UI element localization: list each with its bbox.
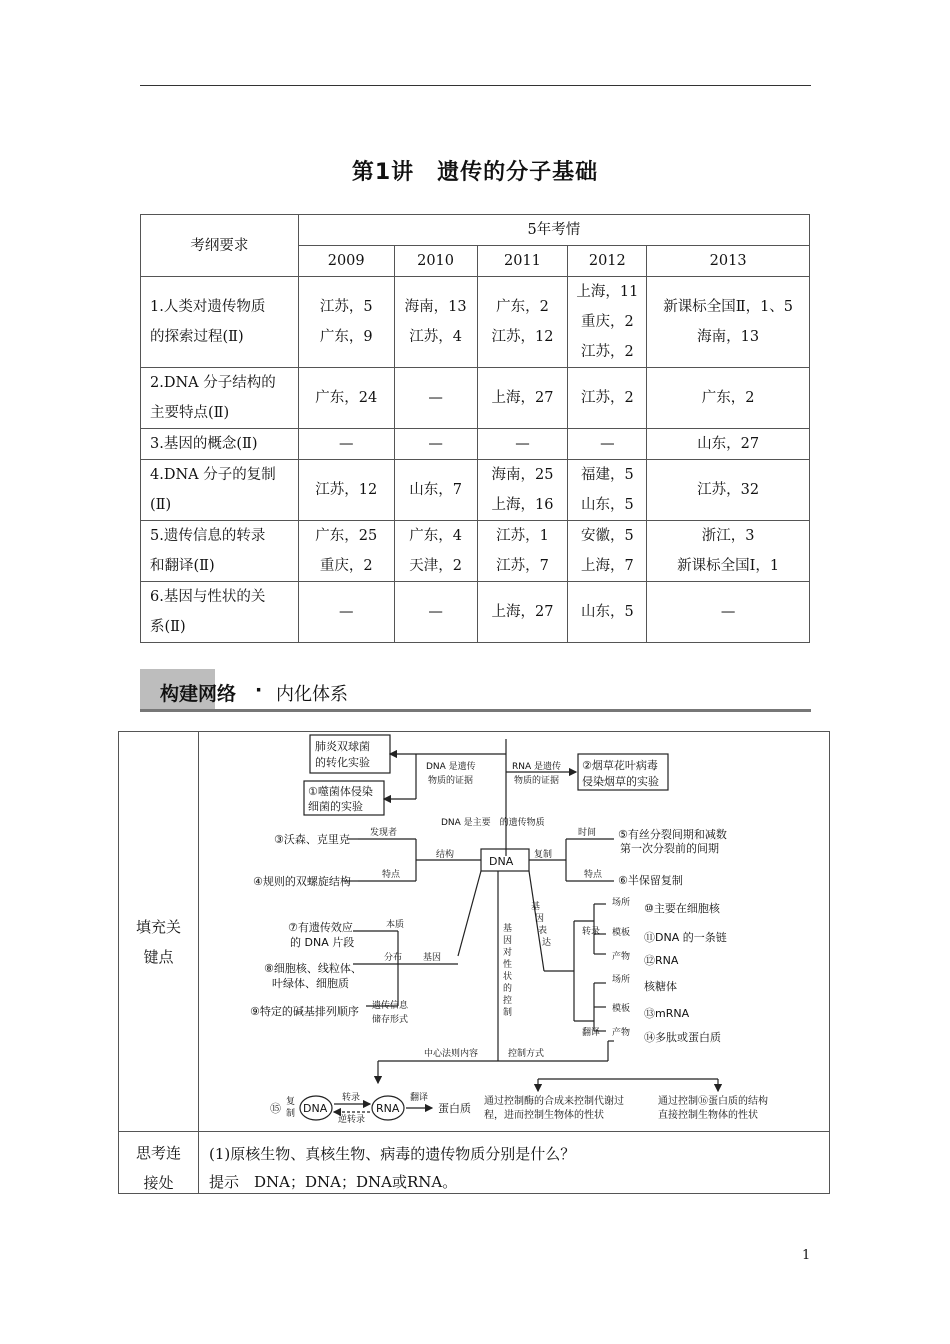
cell-line: 海南，13 [404,299,467,315]
diag-text: 蛋白质 [438,1102,471,1115]
cell-line: 重庆，2 [580,314,634,330]
label-line: 键点 [143,948,174,966]
cell-line: (Ⅱ) [150,497,172,513]
diag-text: 程，进而控制生物体的性状 [484,1110,604,1121]
table-cell [298,582,394,643]
cell-line: 安徽，5 [580,528,634,544]
diag-text: ④规则的双螺旋结构 [253,875,351,888]
diag-text: DNA 是主要 的遗传物质 [441,818,545,828]
diag-text: 物质的证据 [428,776,474,786]
diag-text: 场所 [612,898,631,908]
diag-text: ②烟草花叶病毒 [582,759,658,772]
table-cell-requirement [141,368,299,429]
table-row [141,582,810,643]
table-header-year: 2009 [298,246,394,277]
cell-line: 广东，2 [496,299,549,315]
table-cell [568,582,647,643]
table-cell [568,277,647,368]
diag-text: ⑮ [270,1102,281,1115]
table-row [141,368,810,429]
header-rule [140,85,811,86]
label-think-connect [119,1138,198,1198]
diag-text: ⑬mRNA [644,1007,690,1020]
divider-horizontal [119,1131,829,1132]
table-cell [647,429,810,460]
section-dot: · [255,679,263,701]
diag-text: 特点 [584,870,603,880]
table-cell [647,521,810,582]
cell-line: 的探索过程(Ⅱ) [150,329,244,345]
diag-text: 因 [503,936,513,946]
page-title: 第1讲 遗传的分子基础 [351,160,599,185]
cell-line: 3.基因的概念(Ⅱ) [150,436,258,452]
cell-line: 广东，25 [315,528,378,544]
diag-text: 本质 [386,920,405,930]
diag-text: ⑨特定的碱基排列顺序 [250,1005,359,1018]
cell-line: 新课标全国Ⅰ，1 [677,558,780,574]
diag-text: 核糖体 [644,980,677,993]
table-cell [298,521,394,582]
cell-line: 江苏，4 [409,329,462,345]
cell-line: 广东，4 [409,528,462,544]
cell-line: — [428,390,443,406]
diag-text: 的转化实验 [315,756,370,769]
table-cell [394,521,477,582]
diag-text: ⑦有遗传效应 [288,921,353,934]
diag-text: 复制 [534,850,553,860]
cell-line: 上海，27 [491,390,554,406]
cell-line: 广东，24 [315,390,378,406]
diag-text: ⑧细胞核、线粒体、 [264,962,362,975]
diag-text: 翻译 [582,1028,601,1038]
diag-text: 遗传信息 [372,1001,409,1011]
cell-line: 福建，5 [580,467,634,483]
section-title: 构建网络 [160,683,237,705]
diag-text: ⑭多肽或蛋白质 [644,1031,721,1044]
cell-line: 浙江，3 [701,528,755,544]
diag-text: DNA 是遗传 [426,762,476,772]
table-cell [394,368,477,429]
cell-line: — [600,436,615,452]
table-cell [568,521,647,582]
table-header-requirement: 考纲要求 [141,215,299,277]
cell-line: 天津，2 [409,558,462,574]
diag-text: 直接控制生物体的性状 [658,1110,758,1121]
diag-text: 性 [503,960,513,970]
cell-line: — [428,604,443,620]
cell-line: 江苏，5 [319,299,373,315]
diag-text: 的 [503,984,513,994]
diag-text: DNA [303,1102,328,1115]
diag-text: 肺炎双球菌 [315,740,370,753]
diag-text: 翻译 [410,1093,429,1103]
diag-text: 逆转录 [338,1115,366,1125]
diag-text: 模板 [612,928,631,938]
table-cell [394,582,477,643]
table-row [141,277,810,368]
diag-text: 制 [286,1109,296,1119]
cell-line: 江苏，7 [496,558,549,574]
cell-line: 广东，2 [701,390,755,406]
diag-text: 达 [542,938,552,948]
cell-line: 山东，27 [697,436,760,452]
cell-line: 上海，16 [491,497,554,513]
cell-line: 6.基因与性状的关 [150,589,266,605]
cell-line: 山东，5 [580,497,634,513]
diag-text: 场所 [612,975,631,985]
cell-line: — [338,436,354,452]
table-cell-requirement [141,460,299,521]
table-header-year: 2011 [477,246,568,277]
diag-text: ⑤有丝分裂间期和减数 [618,828,727,841]
table-cell [477,582,568,643]
cell-line: 1.人类对遗传物质 [150,299,266,315]
diag-text: 对 [503,948,513,958]
cell-line: — [720,604,736,620]
page-number: 1 [802,1248,811,1263]
table-cell [394,277,477,368]
diag-text: ③沃森、克里克 [274,833,350,846]
diag-text: 转录 [582,927,601,937]
cell-line: — [515,436,530,452]
table-row [141,429,810,460]
table-cell [568,460,647,521]
concept-map-diagram [248,731,833,1127]
answer-text: 提示 DNA；DNA；DNA或RNA。 [209,1173,458,1191]
cell-line: 上海，27 [491,604,554,620]
table-cell-requirement [141,277,299,368]
table-cell [647,277,810,368]
cell-line: 新课标全国Ⅱ，1、5 [663,299,794,315]
table-header-year: 2013 [647,246,810,277]
diag-text: 特点 [382,870,401,880]
diag-text: 转录 [342,1093,361,1103]
diag-text: RNA [376,1102,400,1115]
table-row [141,521,810,582]
table-cell-requirement [141,429,299,460]
diag-text: 控制方式 [508,1049,545,1059]
diag-text: 通过控制⑯蛋白质的结构 [658,1096,768,1107]
cell-line: 海南，13 [697,329,760,345]
diag-text: 时间 [578,828,597,838]
diag-text: 控 [503,996,513,1006]
table-cell [647,582,810,643]
diag-text: 基 [503,924,513,934]
diag-text: 发现者 [370,828,398,838]
cell-line: 江苏，2 [580,344,634,360]
table-cell [394,429,477,460]
diag-text: ⑥半保留复制 [618,874,683,887]
cell-line: 2.DNA 分子结构的 [150,375,276,391]
cell-line: 上海，7 [580,558,634,574]
cell-line: 主要特点(Ⅱ) [150,405,230,421]
exam-table [140,214,810,643]
section-rule [140,709,811,712]
cell-line: 江苏，1 [496,528,549,544]
table-cell [394,460,477,521]
diag-text: 侵染烟草的实验 [582,775,659,788]
table-row [141,460,810,521]
table-header-five-year: 5年考情 [298,215,809,246]
table-cell [477,429,568,460]
diag-text: 储存形式 [372,1015,409,1025]
diag-text: 分布 [384,953,403,963]
divider-vertical [198,732,199,1193]
cell-line: 江苏，32 [697,482,760,498]
cell-line: 江苏，12 [491,329,554,345]
table-header-year: 2012 [568,246,647,277]
diag-text: 通过控制酶的合成来控制代谢过 [484,1096,624,1107]
cell-line: 广东，9 [319,329,373,345]
cell-line: 上海，11 [576,284,639,300]
diag-text: 叶绿体、细胞质 [272,977,349,990]
diag-text: 中心法则内容 [424,1049,479,1059]
table-cell [477,277,568,368]
question-text: (1)原核生物、真核生物、病毒的遗传物质分别是什么？ [209,1145,576,1163]
diag-text: 基因 [423,953,442,963]
table-cell [298,460,394,521]
section-header [140,669,811,713]
diag-text: 的 DNA 片段 [290,936,355,949]
table-cell [647,460,810,521]
diag-text: 结构 [436,850,455,860]
diag-text: 复 [286,1097,296,1107]
cell-line: 海南，25 [491,467,554,483]
diag-text: ⑪DNA 的一条链 [644,931,727,944]
diag-text: 因 [535,914,545,924]
table-cell [298,368,394,429]
diag-text: 细菌的实验 [308,800,363,813]
label-line: 接处 [143,1174,174,1192]
section-subtitle: 内化体系 [276,684,348,705]
label-line: 思考连 [135,1144,181,1162]
diag-text: 制 [503,1008,513,1018]
diag-text: RNA 是遗传 [512,762,562,772]
label-line: 填充关 [135,918,181,936]
cell-line: 山东，7 [409,482,462,498]
table-cell [477,460,568,521]
cell-line: 重庆，2 [319,558,373,574]
diag-text: 物质的证据 [514,776,560,786]
cell-line: 和翻译(Ⅱ) [150,558,215,574]
cell-line: — [338,604,354,620]
diag-text: 表 [538,926,548,936]
table-cell [298,429,394,460]
table-cell [477,368,568,429]
label-key-points [119,912,198,972]
table-cell [568,368,647,429]
diag-text: DNA [489,855,514,868]
cell-line: 江苏，2 [580,390,634,406]
diag-text: ⑩主要在细胞核 [644,902,720,915]
cell-line: 系(Ⅱ) [150,619,186,635]
diag-text: 基 [531,902,541,912]
diag-text: 产物 [612,1028,631,1038]
table-cell [477,521,568,582]
table-cell [298,277,394,368]
diag-text: ⑫RNA [644,954,679,967]
diag-text: 第一次分裂前的间期 [620,842,719,855]
diag-text: 产物 [612,952,631,962]
cell-line: 5.遗传信息的转录 [150,528,266,544]
table-cell-requirement [141,521,299,582]
diag-text: 状 [503,972,513,982]
table-header-year: 2010 [394,246,477,277]
cell-line: 山东，5 [580,604,634,620]
cell-line: 4.DNA 分子的复制 [150,467,276,483]
table-cell [568,429,647,460]
cell-line: 江苏，12 [315,482,378,498]
cell-line: — [428,436,443,452]
table-cell-requirement [141,582,299,643]
table-cell [647,368,810,429]
diag-text: ①噬菌体侵染 [308,785,373,798]
diag-text: 模板 [612,1004,631,1014]
